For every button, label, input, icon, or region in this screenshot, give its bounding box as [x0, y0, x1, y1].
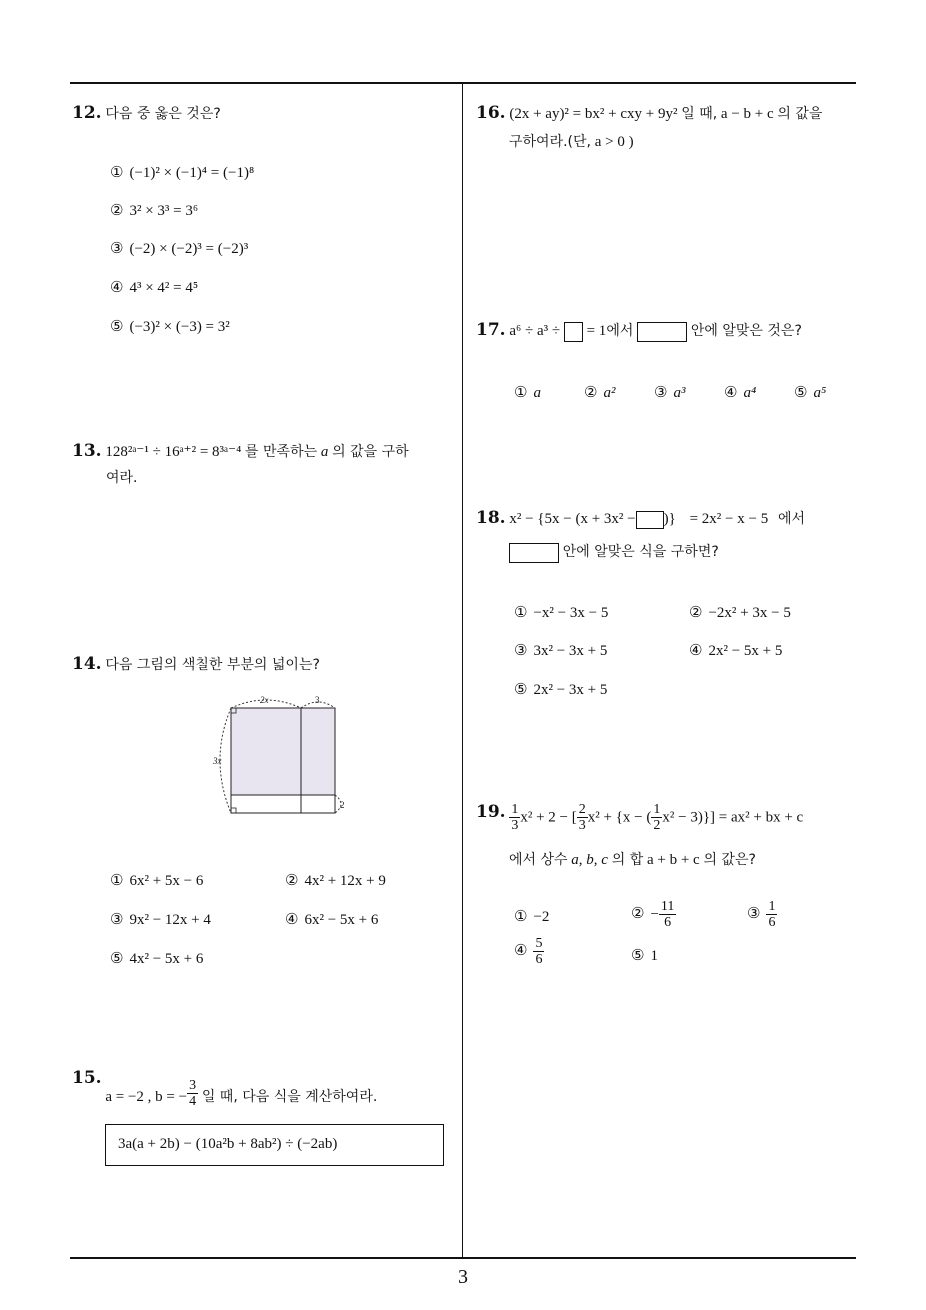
label-3x: 3x [213, 756, 222, 766]
q14-option-4[interactable]: ④ 6x² − 5x + 6 [285, 910, 379, 928]
q19-option-5[interactable]: ⑤ 1 [631, 946, 658, 964]
q18-blank-box-large [509, 543, 559, 563]
q16-line1: 16. (2x + ay)² = bx² + cxy + 9y² 일 때, a − b + c 의 값을 [476, 103, 823, 123]
q19-line2: 에서 상수 a, b, c 의 합 a + b + c 의 값은? [509, 852, 756, 868]
q15-fraction: $\frac{3}{4}$ [189, 1078, 197, 1110]
q12-option-4[interactable]: ④ 4³ × 4² = 4⁵ [110, 278, 199, 296]
q14-option-2[interactable]: ② 4x² + 12x + 9 [285, 871, 386, 889]
q13-number: 13. [72, 441, 102, 461]
q18-line2: 안에 알맞은 식을 구하면? [509, 541, 719, 563]
q13-line1: 13. 128²ᵃ⁻¹ ÷ 16ᵃ⁺² = 8³ᵃ⁻⁴ 를 만족하는 a 의 값을 구하 [72, 441, 409, 461]
q14-option-1[interactable]: ① 6x² + 5x − 6 [110, 871, 204, 889]
q13-line2: 여라. [106, 470, 138, 486]
q17-option-2[interactable]: ② a² [584, 383, 616, 401]
q17-blank-box [564, 322, 583, 342]
q17-option-3[interactable]: ③ a³ [654, 383, 686, 401]
label-3-top: 3 [315, 695, 320, 705]
q12-prompt: 다음 중 옳은 것은? [105, 106, 221, 122]
bottom-strip [231, 795, 335, 813]
q19-option-4[interactable]: ④ $\frac{5}{6}$ [514, 936, 543, 968]
q18-number: 18. [476, 508, 506, 528]
q19-option-3[interactable]: ③ $\frac{1}{6}$ [747, 899, 776, 931]
q18-option-5[interactable]: ⑤ 2x² − 3x + 5 [514, 680, 608, 698]
q15-boxed-expression: 3a(a + 2b) − (10a²b + 8ab²) ÷ (−2ab) [118, 1136, 338, 1152]
q18-line1: 18. x² − {5x − (x + 3x² − )} = 2x² − x − 5 에서 [476, 508, 806, 528]
q16-number: 16. [476, 103, 506, 123]
q17-number: 17. [476, 320, 506, 340]
q12-option-1[interactable]: ① (−1)² × (−1)⁴ = (−1)⁸ [110, 163, 255, 181]
q17-blank-box-large [637, 322, 687, 342]
q12-number: 12. [72, 103, 102, 123]
q18-option-2[interactable]: ② −2x² + 3x − 5 [689, 603, 791, 621]
top-rule [70, 82, 856, 84]
q13-equation: 128²ᵃ⁻¹ ÷ 16ᵃ⁺² = 8³ᵃ⁻⁴ [105, 444, 242, 460]
q12-option-5[interactable]: ⑤ (−3)² × (−3) = 3² [110, 317, 230, 335]
q18-blank-box [636, 511, 664, 529]
q14-prompt: 다음 그림의 색칠한 부분의 넓이는? [105, 657, 320, 673]
q19-option-2[interactable]: ② − $\frac{11}{6}$ [631, 899, 675, 931]
q19-option-1[interactable]: ① −2 [514, 907, 550, 925]
q16-line2: 구하여라.(단, a > 0 ) [509, 134, 634, 150]
q18-option-1[interactable]: ① −x² − 3x − 5 [514, 603, 609, 621]
q17-option-1[interactable]: ① a [514, 383, 541, 401]
q14-header [72, 654, 320, 674]
q18-option-4[interactable]: ④ 2x² − 5x + 5 [689, 641, 783, 659]
q12-header [72, 103, 221, 123]
q19-line1: 19. $\frac{1}{3}$ x² + 2 − [ $\frac{2}{3}$ x² + {x − ( $\frac{1}{2}$ x² − 3)}] = ax² + bx + c [476, 802, 804, 834]
page-number: 3 [458, 1266, 468, 1288]
q15-header: 15. a = −2 , b = − $\frac{3}{4}$ 일 때, 다음 식을 계산하여라. [72, 1068, 378, 1110]
q12-option-2[interactable]: ② 3² × 3³ = 3⁶ [110, 201, 199, 219]
label-2-corner: 2 [340, 800, 345, 810]
q17-option-4[interactable]: ④ a⁴ [724, 383, 757, 401]
q14-number: 14. [72, 654, 102, 674]
q15-number: 15. [72, 1068, 102, 1088]
q17-option-5[interactable]: ⑤ a⁵ [794, 383, 827, 401]
bottom-rule [70, 1257, 856, 1259]
label-2x: 2x [260, 695, 269, 705]
q14-figure [205, 690, 355, 820]
q12-option-3[interactable]: ③ (−2) × (−2)³ = (−2)³ [110, 239, 249, 257]
q14-option-5[interactable]: ⑤ 4x² − 5x + 6 [110, 949, 204, 967]
q19-number: 19. [476, 802, 506, 822]
column-divider [462, 83, 463, 1258]
q15-expression-box [105, 1124, 444, 1166]
shaded-region [231, 708, 335, 795]
q18-option-3[interactable]: ③ 3x² − 3x + 5 [514, 641, 608, 659]
q17-header: 17. a⁶ ÷ a³ ÷ = 1에서 안에 알맞은 것은? [476, 320, 802, 340]
q14-option-3[interactable]: ③ 9x² − 12x + 4 [110, 910, 211, 928]
